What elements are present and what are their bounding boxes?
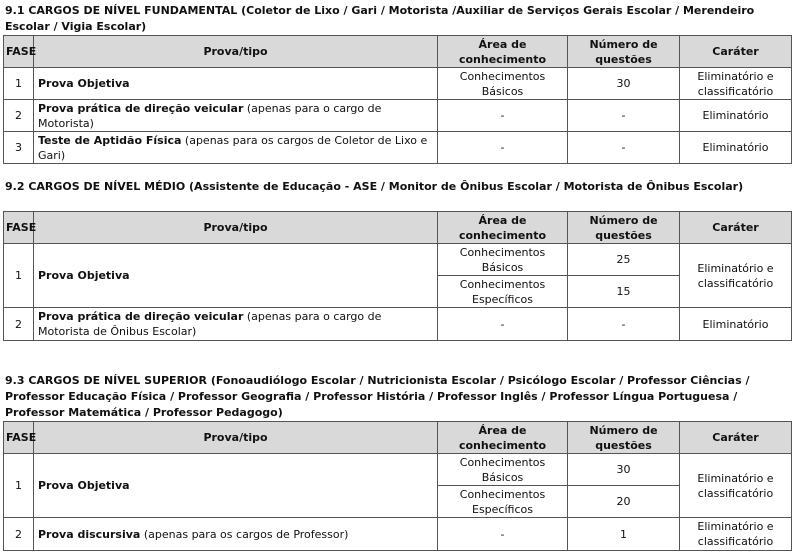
header-carater: Caráter — [680, 422, 792, 454]
header-prova-tipo: Prova/tipo — [34, 212, 438, 244]
table-row — [4, 132, 792, 164]
questoes-cell: 25 — [568, 244, 680, 276]
header-questoes: Número de questões — [568, 36, 680, 68]
prova-tipo-cell — [34, 244, 438, 308]
prova-tipo-name: Prova prática de direção veicular — [38, 101, 244, 115]
area-cell: - — [438, 518, 568, 551]
area-cell: Conhecimentos Básicos — [438, 244, 568, 276]
questoes-cell: 20 — [568, 486, 680, 518]
questoes-cell: 30 — [568, 68, 680, 100]
questoes-cell: - — [568, 132, 680, 164]
prova-tipo-cell — [34, 454, 438, 518]
prova-tipo-cell — [34, 132, 438, 164]
header-carater: Caráter — [680, 212, 792, 244]
area-cell: Conhecimentos Específicos — [438, 276, 568, 308]
table-9-3 — [3, 421, 792, 551]
carater-cell: Eliminatório e classificatório — [680, 244, 792, 308]
table-header-row — [4, 422, 792, 454]
questoes-cell: - — [568, 308, 680, 341]
header-prova-tipo: Prova/tipo — [34, 36, 438, 68]
header-fase: FASE — [4, 422, 34, 454]
prova-tipo-name: Prova prática de direção veicular — [38, 310, 244, 323]
carater-cell: Eliminatório e classificatório — [680, 518, 792, 551]
header-questoes: Número de questões — [568, 422, 680, 454]
carater-cell: Eliminatório — [680, 100, 792, 132]
area-cell: Conhecimentos Básicos — [438, 454, 568, 486]
section-heading-9-3 — [5, 373, 793, 421]
header-carater: Caráter — [680, 36, 792, 68]
table-row — [4, 244, 792, 276]
prova-tipo-name: Prova Objetiva — [38, 479, 130, 492]
section-heading-text: 9.3 CARGOS DE NÍVEL SUPERIOR — [5, 374, 207, 387]
table-row — [4, 68, 792, 100]
prova-tipo-name: Prova Objetiva — [38, 269, 130, 282]
prova-tipo-cell — [34, 100, 438, 132]
carater-cell: Eliminatório e classificatório — [680, 68, 792, 100]
section-heading-cargos: (Fonoaudiólogo Escolar / Nutricionista Escolar / Psicólogo Escolar / Professor Ciências / Professor Educação Física / Professor Geografia / Professor História / Professor Inglês / Professor Língua Portuguesa / Professor Matemática / Professor Pedagogo) — [5, 374, 750, 419]
prova-tipo-cell — [34, 518, 438, 551]
prova-tipo-name: Prova discursiva — [38, 527, 141, 541]
area-cell: - — [438, 308, 568, 341]
fase-cell: 2 — [4, 308, 34, 341]
area-cell: - — [438, 132, 568, 164]
header-fase: FASE — [4, 212, 34, 244]
header-prova-tipo: Prova/tipo — [34, 422, 438, 454]
prova-tipo-cell — [34, 308, 438, 341]
questoes-cell: 1 — [568, 518, 680, 551]
prova-tipo-note: (apenas para os cargos de Professor) — [140, 527, 349, 541]
carater-cell: Eliminatório e classificatório — [680, 454, 792, 518]
section-heading-cargos: (Coletor de Lixo / Gari / Motorista /Auxiliar de Serviços Gerais Escolar / Merendeiro Escolar / Vigia Escolar) — [5, 4, 755, 33]
section-heading-text: 9.1 CARGOS DE NÍVEL FUNDAMENTAL — [5, 4, 238, 17]
header-area: Área de conhecimento — [438, 212, 568, 244]
table-row — [4, 308, 792, 341]
section-heading-cargos: (Assistente de Educação - ASE / Monitor de Ônibus Escolar / Motorista de Ônibus Escolar) — [189, 180, 744, 193]
header-fase: FASE — [4, 36, 34, 68]
questoes-cell: 15 — [568, 276, 680, 308]
table-header-row — [4, 36, 792, 68]
header-area: Área de conhecimento — [438, 422, 568, 454]
table-row — [4, 454, 792, 486]
section-heading-9-1 — [5, 3, 793, 35]
section-heading-9-2 — [5, 179, 793, 195]
fase-cell: 1 — [4, 244, 34, 308]
carater-cell: Eliminatório — [680, 308, 792, 341]
table-9-1 — [3, 35, 792, 164]
area-cell: Conhecimentos Específicos — [438, 486, 568, 518]
area-cell: Conhecimentos Básicos — [438, 68, 568, 100]
section-heading-text: 9.2 CARGOS DE NÍVEL MÉDIO — [5, 180, 186, 193]
questoes-cell: 30 — [568, 454, 680, 486]
fase-cell: 2 — [4, 518, 34, 551]
table-9-2 — [3, 211, 792, 341]
fase-cell: 1 — [4, 68, 34, 100]
prova-tipo-cell — [34, 68, 438, 100]
fase-cell: 1 — [4, 454, 34, 518]
prova-tipo-name: Prova Objetiva — [38, 77, 130, 90]
prova-tipo-note: (apenas para o cargo de Motorista de Ônibus Escolar) — [38, 310, 382, 338]
questoes-cell: - — [568, 100, 680, 132]
fase-cell: 3 — [4, 132, 34, 164]
prova-tipo-name: Teste de Aptidão Física — [38, 133, 182, 147]
table-row — [4, 518, 792, 551]
header-questoes: Número de questões — [568, 212, 680, 244]
table-header-row — [4, 212, 792, 244]
fase-cell: 2 — [4, 100, 34, 132]
area-cell: - — [438, 100, 568, 132]
header-area: Área de conhecimento — [438, 36, 568, 68]
prova-tipo-note: (apenas para o cargo de Motorista) — [38, 101, 382, 130]
table-row — [4, 100, 792, 132]
prova-tipo-note: (apenas para os cargos de Coletor de Lixo e Gari) — [38, 133, 428, 162]
carater-cell: Eliminatório — [680, 132, 792, 164]
